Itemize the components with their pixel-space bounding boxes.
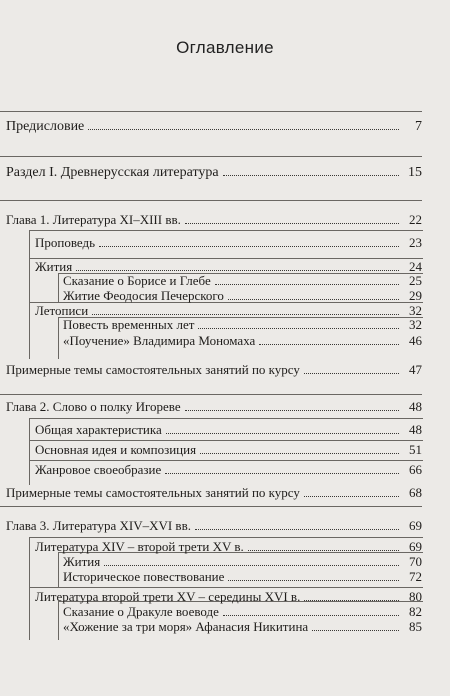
page-number: 70 [409, 554, 422, 569]
page-number: 32 [409, 317, 422, 332]
toc-entry[interactable] [35, 462, 422, 478]
entry-title: Глава 3. Литература XIV–XVI вв. [6, 518, 191, 533]
entry-title: Примерные темы самостоятельных занятий по курсу [6, 362, 300, 377]
page-number: 47 [409, 362, 422, 377]
entry-title: Литература второй трети XV – середины XVI в. [35, 589, 301, 604]
entry-title: Общая характеристика [35, 422, 162, 437]
entry-title: Предисловие [6, 119, 85, 134]
entry-title: Жития [63, 554, 101, 569]
entry-title: «Хожение за три моря» Афанасия Никитина [63, 619, 309, 634]
toc-entry[interactable] [35, 442, 422, 458]
toc-entry[interactable] [35, 422, 422, 438]
entry-title: Литература XIV – второй трети XV в. [35, 539, 244, 554]
page-number: 69 [409, 539, 422, 554]
toc-entry[interactable] [6, 212, 422, 228]
entry-title: Жития [35, 259, 73, 274]
rule [0, 394, 422, 395]
leader-dots [99, 235, 399, 247]
page-number: 29 [409, 288, 422, 303]
page-number: 48 [409, 399, 422, 414]
entry-title: Жанровое своеобразие [35, 462, 162, 477]
leader-dots [259, 333, 399, 345]
page-number: 22 [409, 212, 422, 227]
rule [0, 156, 422, 157]
toc-entry[interactable] [6, 118, 422, 134]
leader-dots [304, 485, 399, 497]
page-number: 7 [415, 119, 422, 134]
rule [0, 506, 422, 507]
toc-entry[interactable] [63, 604, 422, 620]
entry-title: Сказание о Дракуле воеводе [63, 604, 219, 619]
leader-dots [165, 462, 399, 474]
toc-entry[interactable] [63, 333, 422, 349]
leader-dots [200, 442, 399, 454]
page-number: 48 [409, 422, 422, 437]
toc-entry[interactable] [63, 554, 422, 570]
entry-title: Проповедь [35, 235, 96, 250]
page-number: 23 [409, 235, 422, 250]
toc-entry[interactable] [63, 288, 422, 304]
leader-dots [104, 554, 399, 566]
page-title: Оглавление [176, 38, 274, 57]
page-number: 66 [409, 462, 422, 477]
entry-title: Основная идея и композиция [35, 442, 197, 457]
leader-dots [92, 303, 399, 315]
leader-dots [228, 569, 399, 581]
leader-dots [195, 518, 399, 530]
page-number: 32 [409, 303, 422, 318]
leader-dots [223, 164, 399, 176]
toc-entry[interactable] [63, 569, 422, 585]
rule [0, 200, 422, 201]
page-number: 24 [409, 259, 422, 274]
toc-entry[interactable] [6, 485, 422, 501]
entry-title: «Поучение» Владимира Мономаха [63, 333, 256, 348]
toc-entry[interactable] [63, 619, 422, 635]
page-number: 80 [409, 589, 422, 604]
entry-title: Сказание о Борисе и Глебе [63, 273, 211, 288]
page-number: 72 [409, 569, 422, 584]
leader-dots [223, 604, 399, 616]
entry-title: Глава 2. Слово о полку Игореве [6, 399, 181, 414]
entry-title: Глава 1. Литература XI–XIII вв. [6, 212, 181, 227]
page-number: 69 [409, 518, 422, 533]
page-number: 68 [409, 485, 422, 500]
toc-entry[interactable] [63, 273, 422, 289]
entry-title: Житие Феодосия Печерского [63, 288, 224, 303]
page-number: 85 [409, 619, 422, 634]
entry-title: Повесть временных лет [63, 317, 195, 332]
toc-entry[interactable] [6, 362, 422, 378]
entry-title: Историческое повествование [63, 569, 225, 584]
leader-dots [312, 619, 399, 631]
page-number: 15 [408, 165, 422, 180]
toc-entry[interactable] [6, 399, 422, 415]
leader-dots [185, 399, 399, 411]
entry-title: Раздел I. Древнерусская литература [6, 165, 219, 180]
leader-dots [248, 539, 399, 551]
entry-title: Летописи [35, 303, 89, 318]
page-number: 82 [409, 604, 422, 619]
entry-title: Примерные темы самостоятельных занятий по курсу [6, 485, 300, 500]
leader-dots [198, 317, 399, 329]
toc-entry[interactable] [35, 539, 422, 555]
toc-entry[interactable] [6, 518, 422, 534]
toc-entry[interactable] [35, 235, 422, 251]
leader-dots [228, 288, 399, 300]
leader-dots [215, 273, 399, 285]
rule [0, 111, 422, 112]
leader-dots [304, 589, 399, 601]
page-number: 46 [409, 333, 422, 348]
leader-dots [88, 118, 399, 130]
leader-dots [76, 259, 399, 271]
page-number: 25 [409, 273, 422, 288]
leader-dots [185, 212, 399, 224]
toc-entry[interactable] [63, 317, 422, 333]
toc-entry[interactable] [35, 589, 422, 605]
page-number: 51 [409, 442, 422, 457]
toc-entry[interactable] [6, 164, 422, 180]
leader-dots [304, 362, 399, 374]
leader-dots [166, 422, 399, 434]
